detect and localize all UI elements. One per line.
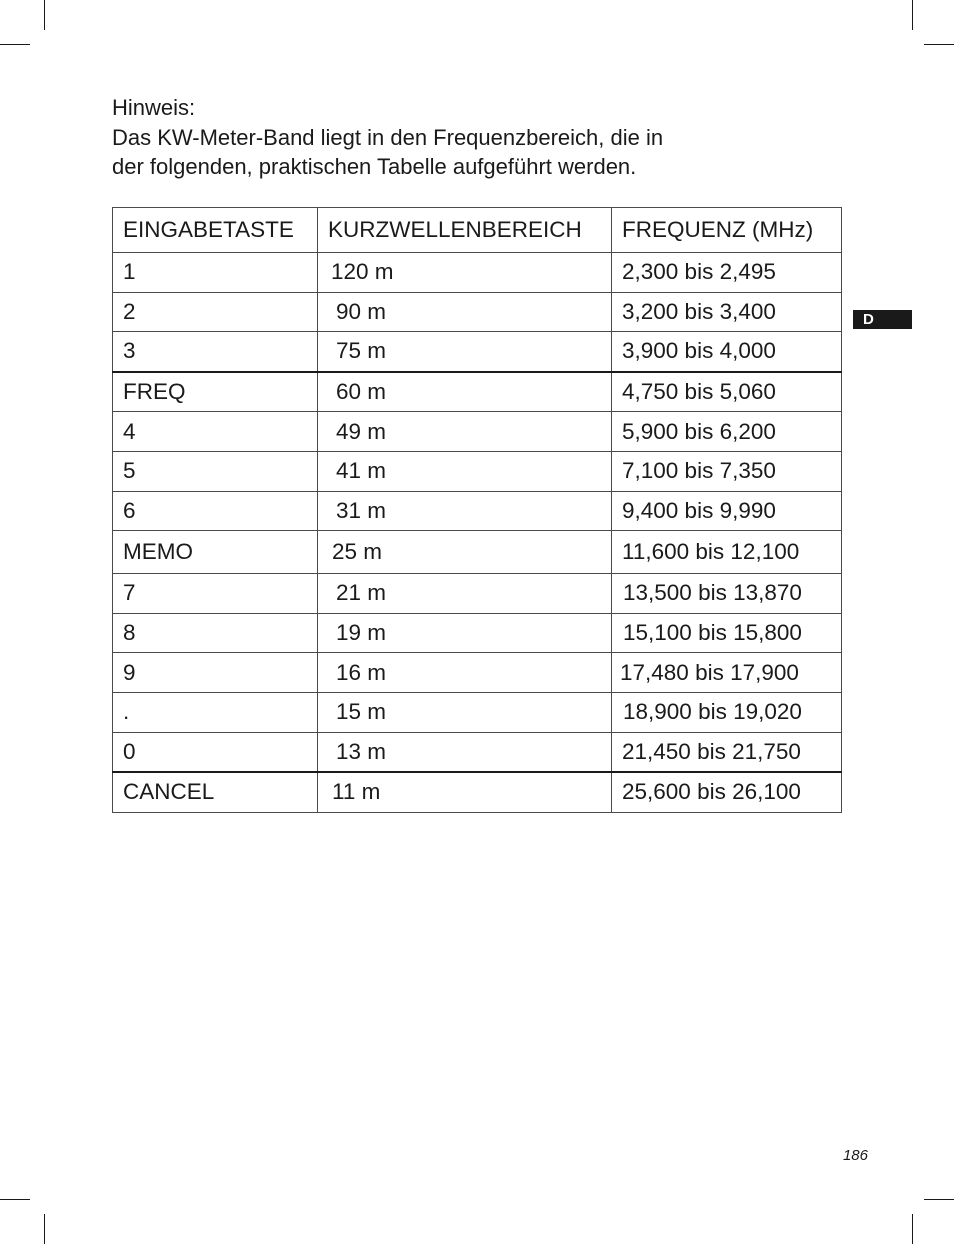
header-frequency: FREQUENZ (MHz) [612,208,842,253]
cell-key: 8 [113,613,318,653]
cell-band: 21 m [318,574,612,614]
cell-key: 9 [113,653,318,693]
cell-band: 16 m [318,653,612,693]
cell-key: 0 [113,732,318,772]
cell-key: . [113,692,318,732]
hint-note [112,93,792,182]
cell-band: 41 m [318,451,612,491]
table-row [113,692,842,732]
cell-frequency: 11,600 bis 12,100 [612,531,842,574]
cell-frequency: 2,300 bis 2,495 [612,253,842,293]
table-header-row [113,208,842,253]
cell-frequency: 3,900 bis 4,000 [612,332,842,372]
crop-mark [0,1199,30,1200]
cell-key: 4 [113,412,318,452]
cell-frequency: 21,450 bis 21,750 [612,732,842,772]
frequency-table [112,207,842,813]
cell-band: 75 m [318,332,612,372]
crop-mark [912,0,913,30]
page-number: 186 [842,1147,868,1164]
crop-mark [44,1214,45,1244]
cell-key: 3 [113,332,318,372]
table-row [113,372,842,412]
header-shortwave-band: KURZWELLENBEREICH [318,208,612,253]
table-row [113,732,842,772]
cell-band: 25 m [318,531,612,574]
cell-key: MEMO [113,531,318,574]
cell-band: 60 m [318,372,612,412]
hint-text-line-1: Das KW-Meter-Band liegt in den Frequenzbereich, die in [112,124,664,150]
cell-frequency: 7,100 bis 7,350 [612,451,842,491]
header-input-key: EINGABETASTE [113,208,318,253]
cell-frequency: 9,400 bis 9,990 [612,491,842,531]
cell-band: 19 m [318,613,612,653]
table-row [113,332,842,372]
cell-frequency: 25,600 bis 26,100 [612,772,842,812]
table-row [113,412,842,452]
cell-frequency: 5,900 bis 6,200 [612,412,842,452]
cell-band: 11 m [318,772,612,812]
table-row [113,531,842,574]
table-row [113,574,842,614]
cell-frequency: 15,100 bis 15,800 [612,613,842,653]
table-row [113,253,842,293]
cell-frequency: 18,900 bis 19,020 [612,692,842,732]
cell-band: 13 m [318,732,612,772]
table-row [113,613,842,653]
cell-band: 90 m [318,292,612,332]
cell-frequency: 17,480 bis 17,900 [612,653,842,693]
table-row [113,292,842,332]
cell-frequency: 4,750 bis 5,060 [612,372,842,412]
cell-frequency: 3,200 bis 3,400 [612,292,842,332]
table-row [113,772,842,812]
cell-band: 15 m [318,692,612,732]
cell-band: 120 m [318,253,612,293]
crop-mark [924,44,954,45]
cell-key: 7 [113,574,318,614]
cell-frequency: 13,500 bis 13,870 [612,574,842,614]
cell-key: 6 [113,491,318,531]
cell-key: 2 [113,292,318,332]
table-row [113,491,842,531]
table-row [113,451,842,491]
cell-key: CANCEL [113,772,318,812]
cell-band: 31 m [318,491,612,531]
section-tab: D [853,310,912,329]
cell-band: 49 m [318,412,612,452]
cell-key: 5 [113,451,318,491]
hint-text-line-2: der folgenden, praktischen Tabelle aufgeführt werden. [112,154,637,179]
table-row [113,653,842,693]
cell-key: FREQ [113,372,318,412]
crop-mark [912,1214,913,1244]
crop-mark [44,0,45,30]
crop-mark [924,1199,954,1200]
hint-title: Hinweis: [112,95,196,120]
crop-mark [0,44,30,45]
cell-key: 1 [113,253,318,293]
